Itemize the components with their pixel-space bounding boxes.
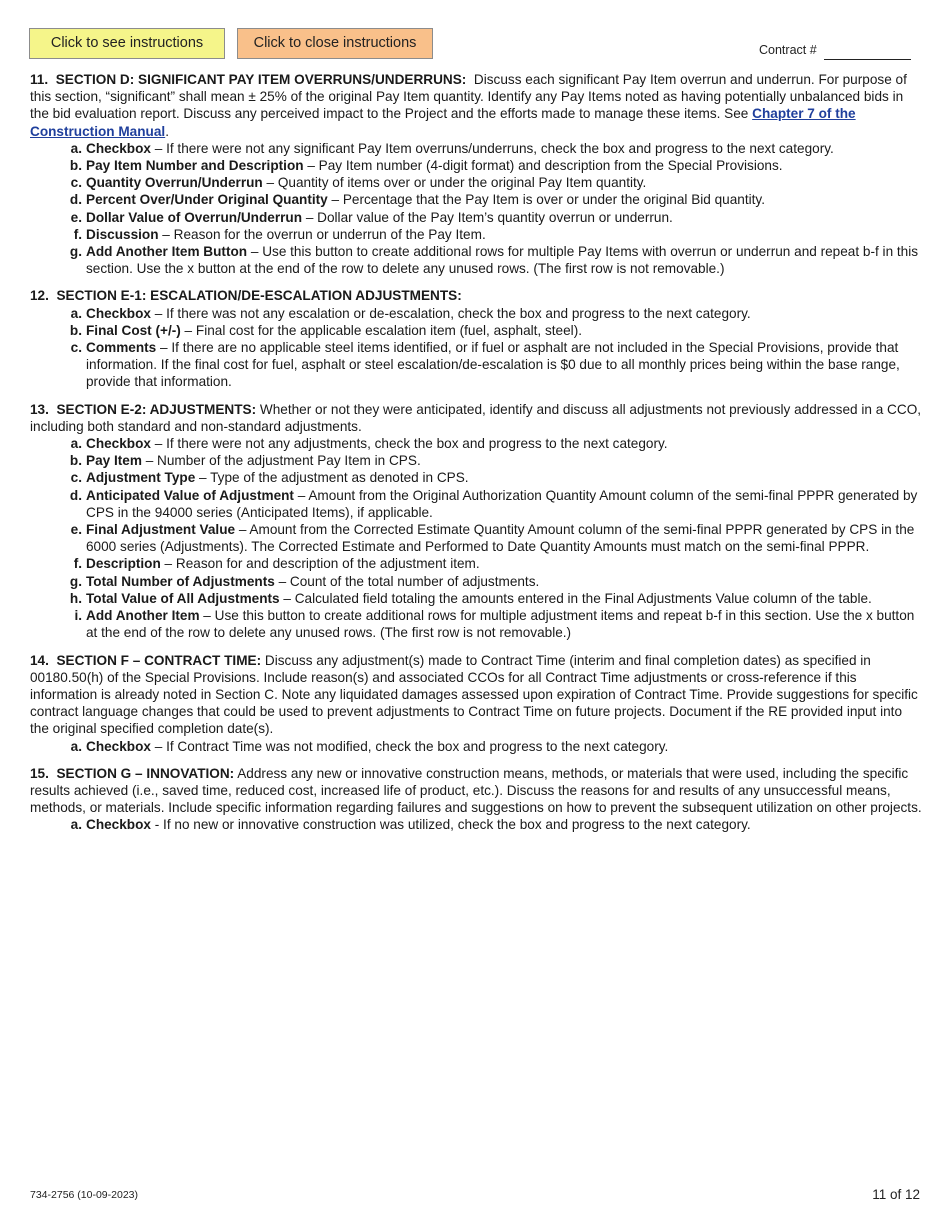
item-marker: i. <box>74 608 82 624</box>
page-number: 11 of 12 <box>872 1187 920 1202</box>
item-list <box>30 435 924 641</box>
instructions-content <box>30 71 924 844</box>
construction-manual-link[interactable]: Chapter 7 of the Construction Manual <box>30 106 856 139</box>
list-item <box>73 555 924 572</box>
item-marker: f. <box>73 226 82 242</box>
section-number: 15. <box>30 765 49 781</box>
form-number: 734-2756 (10-09-2023) <box>30 1189 138 1201</box>
section-title: SECTION D: SIGNIFICANT PAY ITEM OVERRUNS/UNDERRUNS: <box>55 72 467 87</box>
item-term: Pay Item <box>86 453 142 469</box>
item-term: Pay Item Number and Description <box>86 158 304 174</box>
contract-label: Contract # <box>759 43 817 57</box>
item-term: Checkbox <box>86 305 151 321</box>
section-number: 13. <box>30 401 49 417</box>
item-marker: e. <box>70 209 82 225</box>
item-marker: d. <box>69 487 82 503</box>
section-15 <box>30 765 924 834</box>
item-text: – If there are no applicable steel items identified, or if fuel or asphalt are not included in the Special Provisions, provide that information. If the final cost for fuel, asphalt or steel escalation/de-escalation is $0 due to all monthly prices being within the base range, provide that information. <box>86 340 900 390</box>
list-item <box>70 174 924 191</box>
section-14 <box>30 652 924 755</box>
list-item <box>69 573 924 590</box>
section-number: 12. <box>30 288 49 304</box>
item-text: – Type of the adjustment as denoted in CPS. <box>195 470 469 486</box>
section-body: Discuss any adjustment(s) made to Contract Time (interim and final completion dates) as specified in 00180.50(h) of the Special Provisions. Include reason(s) and associated CCOs for all Contract Time adjustments or cross-reference if this information is already noted in Section C. Note any liquidated damages assessed upon expiration of Contract Time. Provide suggestions for specific contract language changes that could be used to prevent adjustments to Contract Time on future projects. Document if the RE provided input into the original specified completion date(s). <box>30 652 918 737</box>
list-item <box>69 157 924 174</box>
item-marker: c. <box>70 340 82 356</box>
section-body: Address any new or innovative construction means, methods, or materials that were used, including the specific results achieved (i.e., saved time, reduced cost, increased life of product, etc.). Discuss the reasons for and results of any unsuccessful means, methods, or materials. Include specific information regarding failures and suggestions on how to prevent the subsequent utilization on other projects. <box>30 765 922 816</box>
section-13 <box>30 401 924 642</box>
list-item <box>70 305 924 322</box>
list-item <box>70 521 924 555</box>
item-term: Adjustment Type <box>86 470 196 486</box>
contract-number-field[interactable] <box>824 59 911 60</box>
item-text: – Use this button to create additional rows for multiple Pay Items with overrun or underrun and repeat b-f in this section. Use the x button at the end of the row to delete any unused rows. (The first row is not removable.) <box>86 244 919 277</box>
item-term: Final Cost (+/-) <box>86 322 181 338</box>
item-text: – If there were not any significant Pay Item overruns/underruns, check the box and progress to the next category. <box>150 140 834 156</box>
list-item <box>69 243 924 277</box>
item-marker: d. <box>69 192 82 208</box>
item-term: Total Number of Adjustments <box>86 573 275 589</box>
list-item <box>69 191 924 208</box>
item-term: Final Adjustment Value <box>86 522 236 538</box>
section-body: Discuss each significant Pay Item overrun and underrun. For purpose of this section, “significant” shall mean ± 25% of the original Pay Item quantity. Identify any Pay Items noted as having potentially unbalanced bids in the bid evaluation report. Discuss any perceived impact to the Project and the efforts made to manage these items. See <box>30 72 907 122</box>
item-term: Checkbox <box>86 140 151 156</box>
item-marker: a. <box>70 738 82 754</box>
list-item <box>70 209 924 226</box>
item-marker: a. <box>70 140 82 156</box>
item-list <box>30 305 924 391</box>
section-number: 11. <box>30 72 49 87</box>
section-number: 14. <box>30 652 49 668</box>
item-term: Dollar Value of Overrun/Underrun <box>86 209 303 225</box>
list-item <box>70 435 924 452</box>
item-text: – Count of the total number of adjustments. <box>274 573 540 589</box>
item-text: – Calculated field totaling the amounts entered in the Final Adjustments Value column of the table. <box>279 590 872 606</box>
list-item <box>70 140 924 157</box>
item-marker: a. <box>70 305 82 321</box>
item-term: Anticipated Value of Adjustment <box>86 487 294 503</box>
section-body: Whether or not they were anticipated, identify and discuss all adjustments not previously addressed in a CCO, including both standard and non-standard adjustments. <box>30 401 922 434</box>
item-marker: a. <box>70 817 82 833</box>
item-term: Total Value of All Adjustments <box>86 590 280 606</box>
section-heading <box>30 401 924 435</box>
item-text: – Final cost for the applicable escalation item (fuel, asphalt, steel). <box>180 322 583 338</box>
item-marker: g. <box>69 573 82 589</box>
list-item <box>70 469 924 486</box>
section-title: SECTION F – CONTRACT TIME: <box>56 652 262 668</box>
section-title: SECTION G – INNOVATION: <box>56 765 235 781</box>
item-text: – Amount from the Original Authorization Quantity Amount column of the semi-final PPPR generated by CPS in the 94000 series (Anticipated Items), if applicable. <box>86 487 918 520</box>
item-text: – Dollar value of the Pay Item’s quantity overrun or underrun. <box>302 209 673 225</box>
item-text: – Quantity of items over or under the original Pay Item quantity. <box>262 175 647 191</box>
list-item <box>69 322 924 339</box>
item-marker: b. <box>69 158 82 174</box>
item-text: – If there was not any escalation or de-escalation, check the box and progress to the next category. <box>150 305 751 321</box>
item-marker: b. <box>69 453 82 469</box>
item-term: Discussion <box>86 226 159 242</box>
item-text: - If no new or innovative construction was utilized, check the box and progress to the next category. <box>150 817 751 833</box>
item-text: – Amount from the Corrected Estimate Quantity Amount column of the semi-final PPPR generated by CPS in the 6000 series (Adjustments). The Corrected Estimate and Performed to Date Quantity Amounts must match on the semi-final PPPR. <box>86 522 915 555</box>
section-title: SECTION E-1: ESCALATION/DE-ESCALATION ADJUSTMENTS: <box>56 288 462 304</box>
item-text: – Use this button to create additional rows for multiple adjustment items and repeat b-f in this section. Use the x button at the end of the row to delete any unused rows. (The first row is not removable.) <box>86 608 915 641</box>
item-term: Checkbox <box>86 738 151 754</box>
item-term: Comments <box>86 340 157 356</box>
list-item <box>70 738 924 755</box>
item-term: Checkbox <box>86 817 151 833</box>
list-item <box>69 590 924 607</box>
item-list <box>30 816 924 833</box>
item-text: – Reason for the overrun or underrun of the Pay Item. <box>158 226 486 242</box>
section-heading <box>30 765 924 817</box>
item-text: – Number of the adjustment Pay Item in CPS. <box>141 453 421 469</box>
item-list <box>30 738 924 755</box>
item-text: – Pay Item number (4-digit format) and description from the Special Provisions. <box>303 158 783 174</box>
item-marker: h. <box>69 590 82 606</box>
item-marker: a. <box>70 436 82 452</box>
list-item <box>69 487 924 521</box>
top-bar <box>0 0 950 70</box>
item-term: Quantity Overrun/Underrun <box>86 175 263 191</box>
item-text: – Percentage that the Pay Item is over or under the original Bid quantity. <box>327 192 765 208</box>
item-text: – If there were not any adjustments, check the box and progress to the next category. <box>150 436 668 452</box>
list-item <box>69 452 924 469</box>
item-term: Checkbox <box>86 436 151 452</box>
section-title: SECTION E-2: ADJUSTMENTS: <box>56 401 257 417</box>
item-marker: f. <box>73 556 82 572</box>
section-11 <box>30 71 924 277</box>
item-term: Description <box>86 556 161 572</box>
item-marker: g. <box>69 244 82 260</box>
close-instructions-button[interactable]: Click to close instructions <box>237 28 433 59</box>
section-heading <box>30 287 924 304</box>
item-marker: e. <box>70 522 82 538</box>
section-12 <box>30 287 924 390</box>
section-heading <box>30 652 924 738</box>
item-marker: c. <box>70 175 82 191</box>
item-text: – Reason for and description of the adjustment item. <box>160 556 480 572</box>
see-instructions-button[interactable]: Click to see instructions <box>29 28 225 59</box>
list-item <box>70 339 924 391</box>
list-item <box>70 816 924 833</box>
item-term: Add Another Item Button <box>86 244 248 260</box>
item-marker: b. <box>69 322 82 338</box>
item-term: Add Another Item <box>86 608 200 624</box>
section-heading <box>30 71 924 140</box>
list-item <box>74 607 924 641</box>
item-term: Percent Over/Under Original Quantity <box>86 192 328 208</box>
list-item <box>73 226 924 243</box>
item-list <box>30 140 924 278</box>
section-body-end: . <box>165 123 169 139</box>
item-text: – If Contract Time was not modified, check the box and progress to the next category. <box>150 738 669 754</box>
item-marker: c. <box>70 470 82 486</box>
